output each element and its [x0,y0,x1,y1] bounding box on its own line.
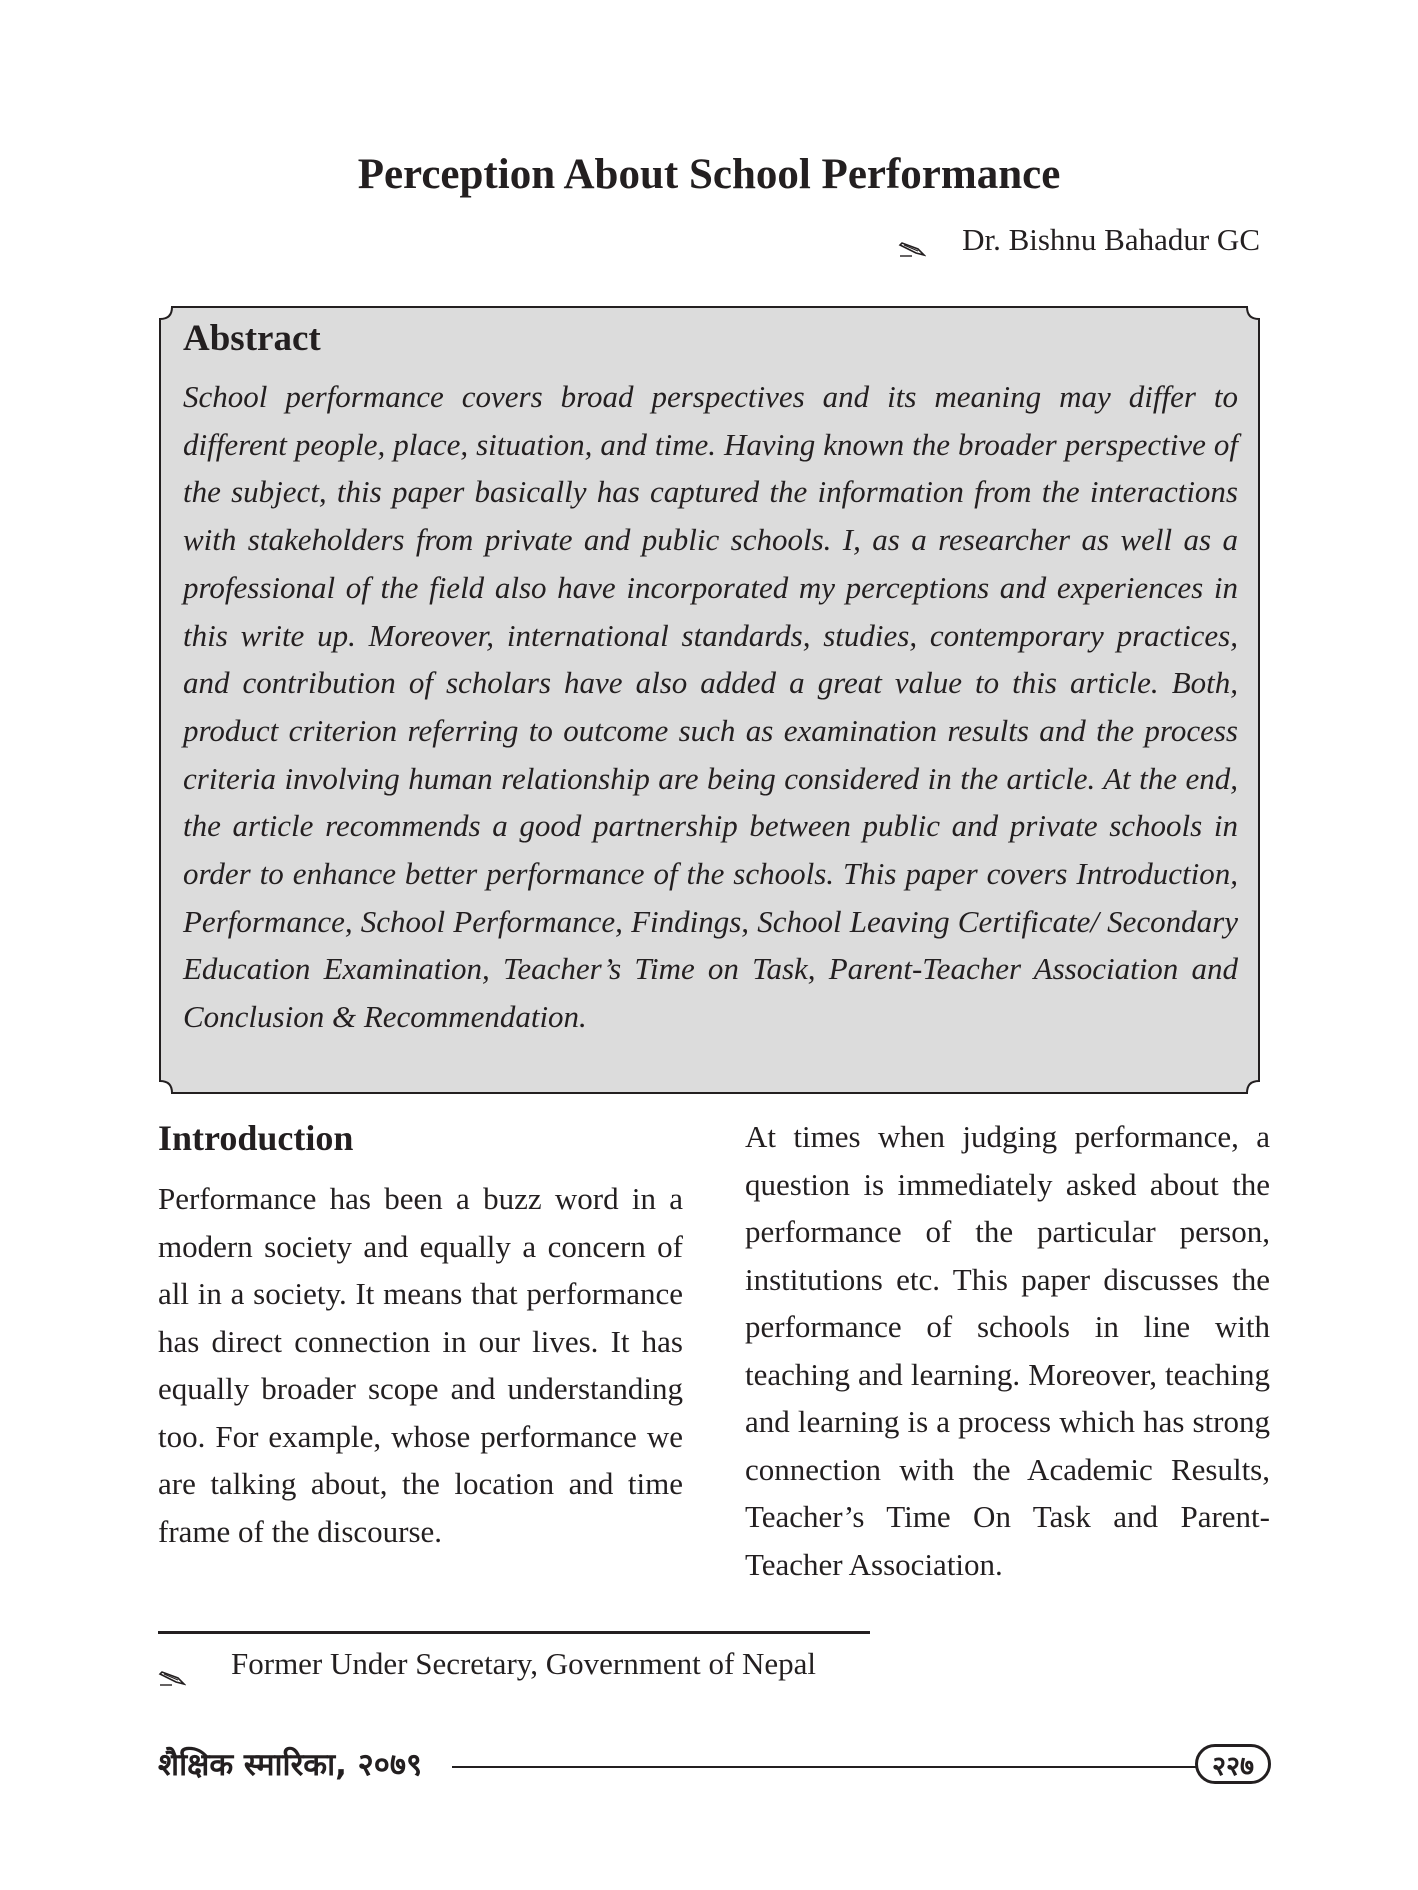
introduction-left-column [158,1113,683,1555]
abstract-heading: Abstract [183,318,321,359]
pen-nib-icon [158,1655,186,1673]
introduction-heading: Introduction [158,1118,354,1158]
page-number: २२७ [1195,1744,1271,1784]
article-title: Perception About School Performance [357,151,1061,198]
running-title: शैक्षिक स्मारिका, २०७९ [158,1747,423,1783]
footnote-divider [158,1631,870,1634]
footer-divider [452,1766,1197,1768]
author-line [898,222,1260,258]
abstract-text: School performance covers broad perspectives and its meaning may differ to different people, place, situation, and time. Having known the broader perspective of the subject, this paper basically has captured the information from the interactions with stakeholders from private and public schools. I, as a researcher as well as a professional of the field also have incorporated my perceptions and experiences in this write up. Moreover, international standards, studies, contemporary practices, and contribution of scholars have also added a great value to this article. Both, product criterion referring to outcome such as examination results and the process criteria involving human relationship are being considered in the article. At the end, the article recommends a good partnership between public and private schools in order to enhance better performance of the schools. This paper covers Introduction, Performance, School Performance, Findings, School Leaving Certificate/ Secondary Education Examination, Teacher’s Time on Task, Parent-Teacher Association and Conclusion & Recommendation. [183,379,1238,1035]
introduction-paragraph: At times when judging performance, a question is immediately asked about the performance of the particular person, institutions etc. This paper discusses the performance of schools in line with teaching and learning. Moreover, teaching and learning is a process which has strong connection with the Academic Results, Teacher’s Time On Task and Parent-Teacher Association. [745,1119,1270,1582]
introduction-paragraph: Performance has been a buzz word in a modern society and equally a concern of all in a society. It means that performance has direct connection in our lives. It has equally broader scope and understanding too. For example, whose performance we are talking about, the location and time frame of the discourse. [158,1181,683,1549]
pen-nib-icon [898,231,926,249]
introduction-right-column [745,1113,1270,1588]
abstract-box [158,305,1261,1095]
author-name: Dr. Bishnu Bahadur GC [962,222,1260,257]
footnote [158,1641,816,1687]
footnote-text: Former Under Secretary, Government of Nepal [231,1646,817,1681]
